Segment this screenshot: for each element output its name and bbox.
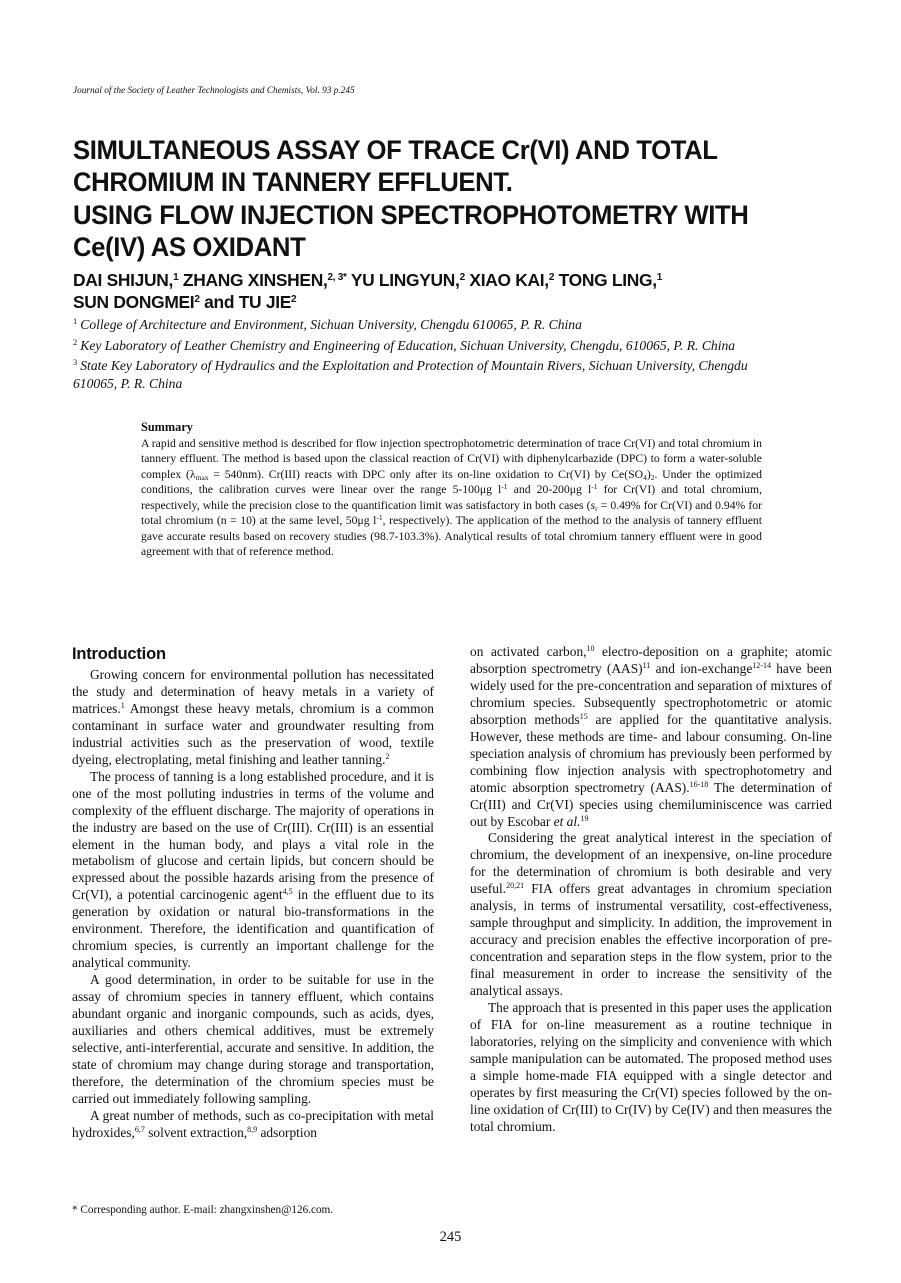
summary-text-part: = 0.49% for Cr(VI) and 0.94% for total chromium (n = 10) at the same level, 50μg l bbox=[141, 498, 762, 527]
affiliation-text: College of Architecture and Environment, Sichuan University, Chengdu 610065, P. R. China bbox=[80, 317, 582, 332]
section-heading-introduction: Introduction bbox=[72, 645, 166, 663]
citation-ref: 19 bbox=[580, 813, 589, 823]
citation-ref: 15 bbox=[579, 711, 588, 721]
summary-text-part: ) bbox=[646, 467, 651, 481]
paragraph bbox=[72, 769, 434, 972]
lambda-subscript: max bbox=[195, 472, 209, 482]
affiliation bbox=[73, 357, 793, 393]
subscript: 2 bbox=[650, 472, 655, 482]
subscript: 4 bbox=[643, 472, 647, 482]
affiliations bbox=[73, 315, 863, 395]
author-name: and TU JIE bbox=[204, 292, 292, 312]
summary-text-part: for Cr(VI) and total chromium, respectively, while the precision close to the quantification limit was satisfactory in both cases ( bbox=[141, 483, 763, 512]
paragraph: A good determination, in order to be suitable for use in the assay of chromium species in tannery effluent, which contains abundant organic and inorganic compounds, such as acids, dyes, auxiliaries and others chemical additives, must be extremely selective, anti-interferential, accurate and sensitive. In addition, the state of chromium may change during storage and transportation, therefore, the determination of the chromium species must be carried out immediately following sampling. bbox=[72, 972, 434, 1106]
right-column bbox=[470, 644, 832, 1136]
text: Considering the great analytical interest in the speciation of chromium, the development of an inexpensive, on-line procedure for the determination of chromium is both desirable and very useful. bbox=[470, 830, 832, 897]
title-line: Ce(IV) AS OXIDANT bbox=[73, 231, 306, 262]
summary-text-part: , respectively). The application of the method to the analysis of tannery effluent gave accurate results based on recovery studies (98.7-103.3%). Analytical results of total chromium tannery effluent were in good agreement with that of reference method. bbox=[141, 514, 762, 558]
affiliation-text: Key Laboratory of Leather Chemistry and Engineering of Education, Sichuan University, Chengdu, 610065, P. R. China bbox=[80, 338, 736, 353]
affiliation-number: 2 bbox=[73, 337, 78, 347]
author-line bbox=[73, 269, 863, 291]
left-column bbox=[72, 667, 434, 1142]
summary-text-part: = 540nm). Cr(III) reacts with DPC only after its on-line oxidation to Cr(VI) by Ce(SO bbox=[208, 467, 644, 481]
title-line: CHROMIUM IN TANNERY EFFLUENT. bbox=[73, 167, 513, 198]
citation-ref: 6,7 bbox=[134, 1124, 145, 1134]
author-affiliation-mark: 2, 3* bbox=[327, 272, 347, 283]
title-line: USING FLOW INJECTION SPECTROPHOTOMETRY WITH bbox=[73, 199, 749, 230]
author-line bbox=[73, 291, 863, 313]
text: and ion-exchange bbox=[650, 660, 753, 676]
text: in the effluent due to its generation by oxidation or natural bio-transformations in the environment. Therefore, the identification and quantification of chromium species, is currently an important challenge for the analytical community. bbox=[72, 887, 434, 971]
superscript: -1 bbox=[591, 482, 598, 491]
text: electro-deposition on a graphite; atomic absorption spectrometry (AAS) bbox=[470, 644, 832, 676]
citation-ref: 1 bbox=[120, 700, 125, 710]
summary-heading: Summary bbox=[141, 420, 193, 434]
text: Growing concern for environmental pollution has necessitated the study and determination of heavy metals in a variety of matrices. bbox=[72, 667, 434, 716]
affiliation-number: 1 bbox=[73, 316, 78, 326]
text: have been widely used for the pre-concentration and separation of mixtures of chromium species. Subsequently spectrophotometric or atomic absorption methods bbox=[470, 660, 832, 727]
paragraph bbox=[72, 1108, 434, 1142]
affiliation-text: State Key Laboratory of Hydraulics and the Exploitation and Protection of Mountain Rivers, Sichuan University, Chengdu 610065, P. R. China bbox=[73, 358, 748, 391]
author-name: TONG LING, bbox=[558, 270, 657, 290]
citation-ref: 8,9 bbox=[247, 1124, 258, 1134]
text: Amongst these heavy metals, chromium is a common contaminant in surface water and groundwater resulting from industrial activities such as the preservation of wood, textile dyeing, electroplating, metal finishing and leather tanning. bbox=[72, 700, 434, 767]
article-title bbox=[73, 134, 839, 263]
paragraph bbox=[72, 667, 434, 769]
citation-ref: 12-14 bbox=[752, 660, 771, 670]
author-list bbox=[73, 269, 863, 313]
summary-text-part: A rapid and sensitive method is described for flow injection spectrophotometric determination of trace Cr(VI) and total chromium in tannery effluent. The method is based upon the classical reaction of Cr(VI) with diphenylcarbazide (DPC) to form a water-soluble complex (λ bbox=[141, 436, 762, 481]
author-name: DAI SHIJUN, bbox=[73, 270, 174, 290]
author-name: ZHANG XINSHEN, bbox=[182, 270, 328, 290]
citation-ref: 10 bbox=[586, 644, 595, 653]
journal-header: Journal of the Society of Leather Technologists and Chemists, Vol. 93 p.245 bbox=[73, 86, 355, 96]
summary-text-part: and 20-200μg l bbox=[507, 483, 592, 496]
author-affiliation-mark: 2 bbox=[548, 272, 555, 283]
summary-abstract bbox=[141, 420, 762, 560]
paragraph bbox=[470, 830, 832, 1000]
et-al: et al. bbox=[553, 813, 581, 829]
text: The determination of Cr(III) and Cr(VI) species using chemiluminiscence was carried out by Escobar bbox=[470, 779, 832, 829]
text: are applied for the quantitative analysis. However, these methods are time- and labour consuming. On-line speciation analysis of chromium has previously been performed by combining flow injection analysis with spectrophotometry and atomic absorption spectrometry (AAS). bbox=[470, 711, 832, 795]
affiliation-number: 3 bbox=[73, 357, 78, 367]
symbol: s bbox=[590, 498, 596, 512]
text: FIA offers great advantages in chromium speciation analysis, in terms of instrumental versatility, cost-effectiveness, sample throughput and simplicity. In addition, the improvement in accuracy and precision enables the effective incorporation of pre-concentration and separation steps in the flow system, prior to the final measurement in order to increase the sensitivity of the analytical assays. bbox=[470, 881, 832, 999]
citation-ref: 16-18 bbox=[689, 779, 709, 789]
citation-ref: 2 bbox=[385, 751, 390, 761]
author-affiliation-mark: 1 bbox=[173, 272, 179, 283]
summary-text-part: . Under the optimized conditions, the calibration curves were linear over the range 5-100μg l bbox=[141, 467, 762, 496]
text: on activated carbon, bbox=[470, 644, 587, 659]
author-affiliation-mark: 2 bbox=[291, 294, 297, 305]
paragraph: The approach that is presented in this paper uses the application of FIA for on-line measurement as a routine technique in laboratories, relying on the simplicity and convenience with which sample manipulation can be automated. The proposed method uses a simple home-made FIA equipped with a single detector and operates by first measuring the Cr(VI) species followed by the on-line oxidation of Cr(III) to Cr(IV) by Ce(IV) and then measures the total chromium. bbox=[470, 1000, 832, 1134]
text: The process of tanning is a long established procedure, and it is one of the most polluting industries in terms of the volume and complexity of the effluent discharge. The majority of operations in the industry are based on the use of Cr(III). Cr(III) is an essential element in the human body, and plays a vital role in the metabolism of glucose and certain lipids, but concern should be expressed about the possible hazards arising from the presence of Cr(VI), a potential carcinogenic agent bbox=[72, 768, 434, 903]
affiliation bbox=[73, 336, 863, 355]
text: adsorption bbox=[257, 1124, 318, 1140]
page-number: 245 bbox=[439, 1229, 462, 1245]
paragraph-continued bbox=[470, 644, 832, 830]
summary-text bbox=[141, 437, 762, 559]
affiliation bbox=[73, 315, 863, 334]
subscript: r bbox=[595, 503, 598, 513]
author-affiliation-mark: 1 bbox=[656, 272, 663, 283]
title-line: SIMULTANEOUS ASSAY OF TRACE Cr(VI) AND TOTAL bbox=[73, 135, 718, 165]
citation-ref: 20,21 bbox=[506, 881, 525, 891]
superscript: -1 bbox=[376, 513, 383, 522]
citation-ref: 4,5 bbox=[282, 887, 293, 897]
superscript: -1 bbox=[501, 482, 508, 491]
citation-ref: 11 bbox=[642, 660, 651, 670]
text: solvent extraction, bbox=[144, 1124, 248, 1140]
author-name: SUN DONGMEI bbox=[73, 292, 195, 312]
corresponding-author-footnote: * Corresponding author. E-mail: zhangxinshen@126.com. bbox=[72, 1204, 334, 1216]
author-affiliation-mark: 2 bbox=[459, 272, 465, 283]
author-name: XIAO KAI, bbox=[469, 270, 549, 290]
author-name: YU LINGYUN, bbox=[350, 270, 460, 290]
text: A great number of methods, such as co-precipitation with metal hydroxides, bbox=[72, 1107, 434, 1140]
author-affiliation-mark: 2 bbox=[194, 294, 200, 305]
